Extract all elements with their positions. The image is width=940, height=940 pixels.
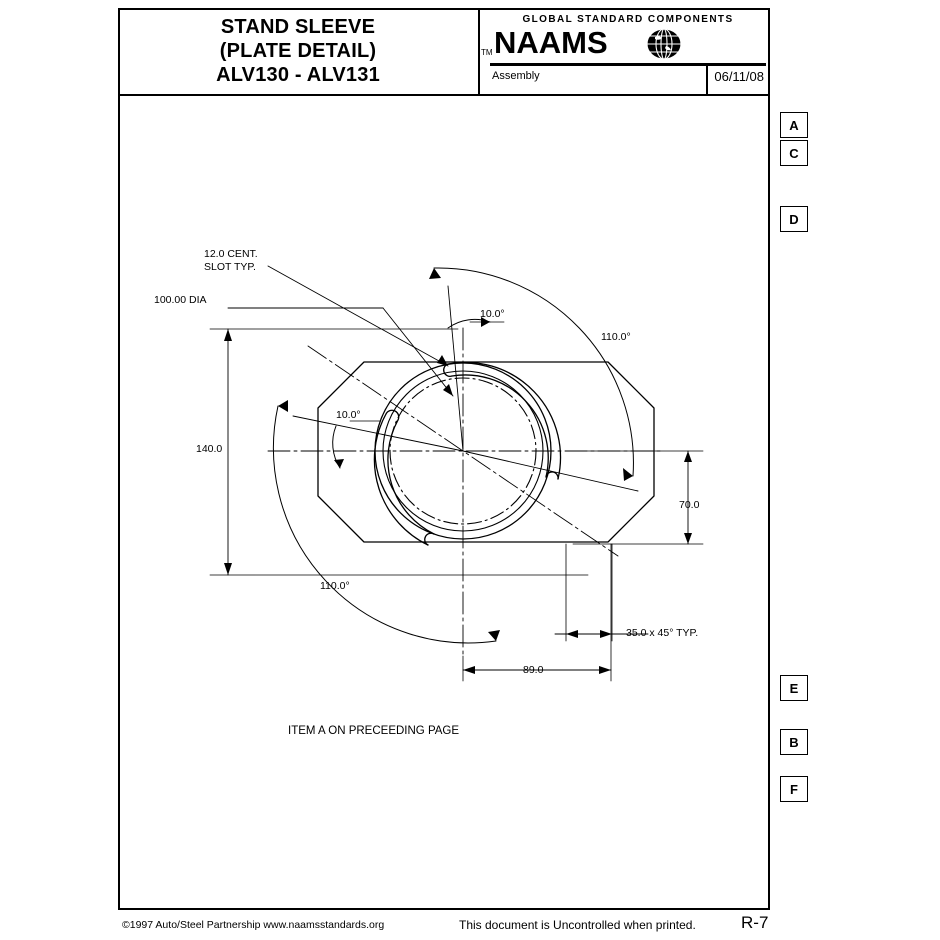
revision-tab-label: D [789,211,799,227]
revision-tab-b[interactable] [780,729,808,755]
arrowhead [684,451,692,462]
centerline-diagonal-3 [448,286,463,451]
drawing-area [118,96,770,896]
revision-tab-label: E [789,680,799,696]
plate-body [318,362,654,542]
angle-left-10-label: 10.0° [336,409,361,421]
date-label: 06/11/08 [714,69,764,84]
date-divider [706,66,708,94]
revision-tab-label: C [789,145,799,161]
revision-tab-label: B [789,734,799,750]
revision-tab-a[interactable] [780,112,808,138]
curved-slot-cap-bottom [425,533,434,545]
arrowhead [623,468,633,481]
revision-tab-label: F [790,781,798,797]
curved-slot2-inner [452,375,548,477]
dim-89-label: 89.0 [523,664,544,676]
plate-detail-drawing [118,96,770,896]
arrowhead [566,630,578,638]
arrowhead [334,459,344,468]
brand-tagline: GLOBAL STANDARD COMPONENTS [522,14,734,25]
footer-page-number: R-7 [741,913,769,932]
dim-70-label: 70.0 [679,499,700,511]
slot-note-line1: 12.0 CENT. [204,248,258,260]
curved-slot-cap-top [386,410,399,420]
revision-tab-c[interactable] [780,140,808,166]
title-text-group [118,8,478,94]
trademark-label: TM [481,48,493,57]
title-line-3: ALV130 - ALV131 [216,64,380,86]
angle-left-110-label: 110.0° [320,580,350,592]
title-line-1: STAND SLEEVE [220,16,376,38]
arrowhead [488,630,500,641]
leader-slot [268,266,448,366]
brand-block [478,8,770,94]
revision-tab-d[interactable] [780,206,808,232]
arrowhead [463,666,475,674]
assembly-label: Assembly [492,70,540,82]
revision-tab-label: A [789,117,799,133]
leader-dia-2 [383,308,453,396]
arrowhead [224,329,232,341]
arrowhead [278,400,288,412]
item-reference-note: ITEM A ON PRECEEDING PAGE [288,725,460,737]
arrowhead [429,268,441,279]
angle-top-10-label: 10.0° [480,308,505,320]
dim-140-label: 140.0 [196,443,223,455]
arrowhead [437,355,448,366]
brand-rule [490,63,766,66]
curved-slot2-outer [448,362,560,479]
globe-icon [646,28,682,60]
angle-top-110-label: 110.0° [601,331,631,343]
title-line-2: (PLATE DETAIL) [219,40,377,62]
footer-copyright: ©1997 Auto/Steel Partnership www.naamsstandards.org [122,919,385,931]
slot-note-line2: SLOT TYP. [204,261,256,273]
arrowhead [224,563,232,575]
revision-tab-f[interactable] [780,776,808,802]
arrowhead [600,630,612,638]
footer-uncontrolled-note: This document is Uncontrolled when printed. [459,918,696,932]
angle-arc-top-right [434,268,633,476]
title-block [118,8,770,96]
arrowhead [684,533,692,544]
brand-name: NAAMS [494,25,608,60]
chamfer-note-label: 35.0 x 45° TYP. [626,627,699,639]
revision-tab-e[interactable] [780,675,808,701]
dia-note: 100.00 DIA [154,294,207,306]
arrowhead [599,666,611,674]
